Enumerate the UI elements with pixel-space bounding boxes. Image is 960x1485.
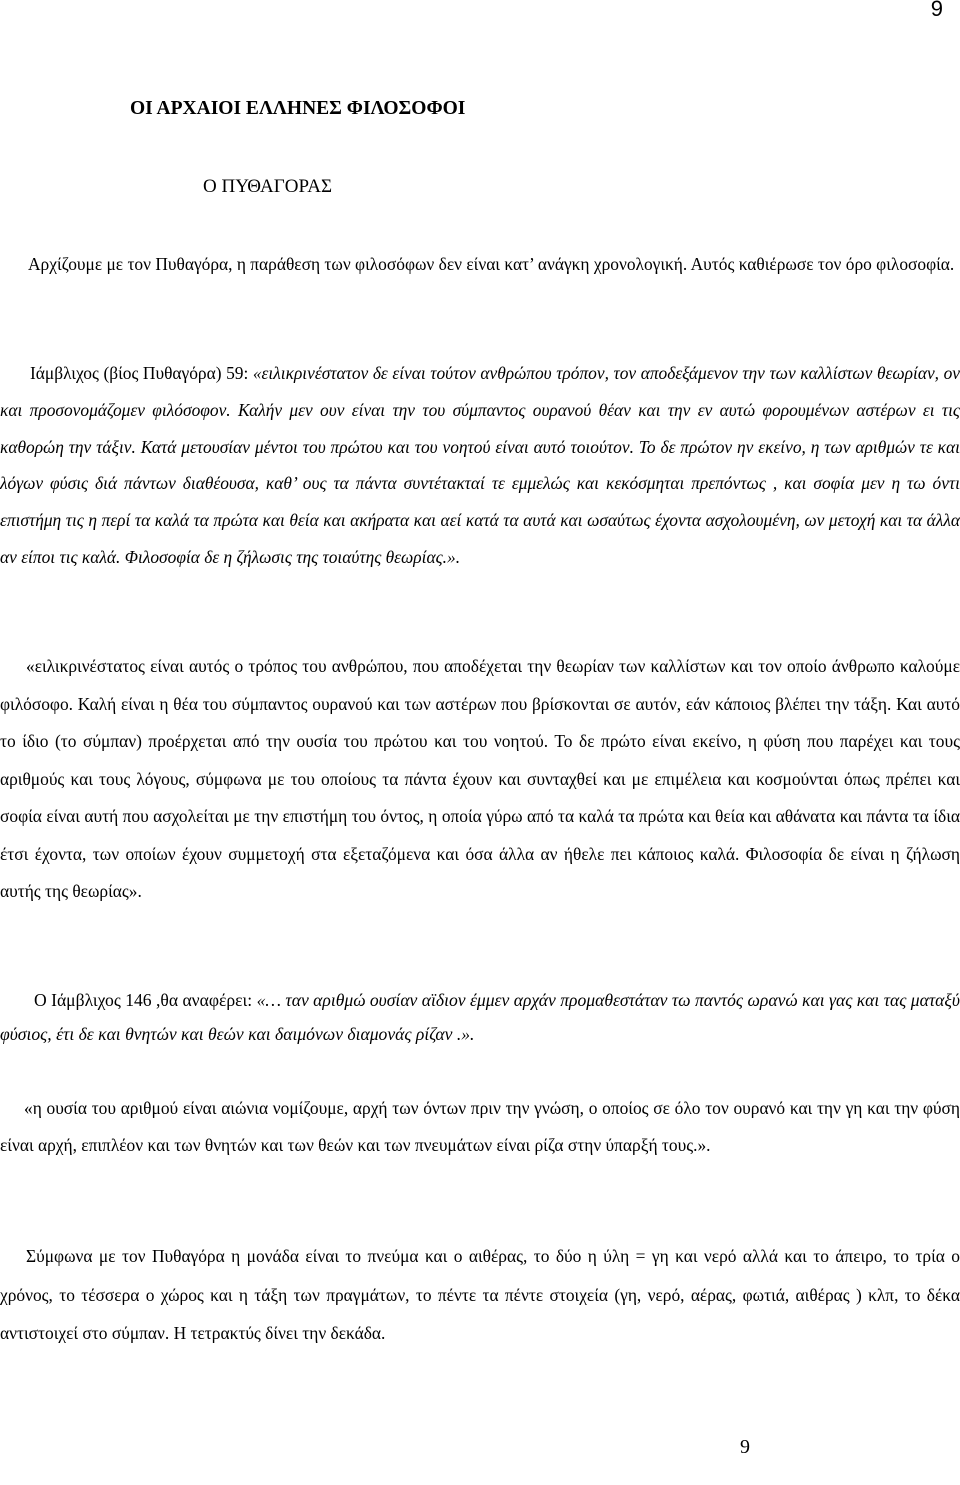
paragraph-intro: Αρχίζουμε με τον Πυθαγόρα, η παράθεση των φιλοσόφων δεν είναι κατ’ ανάγκη χρονολογική. Αυτός καθιέρωσε τον όρο φιλοσοφία. — [28, 254, 955, 274]
page-number-bottom: 9 — [740, 1436, 750, 1458]
paragraph-lead: Ο Ιάμβλιχος 146 ,θα αναφέρει: — [34, 990, 257, 1010]
paragraph-lead: Ιάμβλιχος (βίος Πυθαγόρα) 59: — [30, 363, 253, 383]
paragraph-iamblichus-59 — [0, 355, 960, 576]
document-title: ΟΙ ΑΡΧΑΙΟΙ ΕΛΛΗΝΕΣ ΦΙΛΟΣΟΦΟΙ — [130, 98, 466, 119]
page-number-top: 9 — [930, 0, 943, 21]
paragraph-translation-2: «η ουσία του αριθμού είναι αιώνια νομίζουμε, αρχή των όντων πριν την γνώση, ο οποίος σε όλο τον ουρανό και την γη και την φύση είναι αρχή, επιπλέον και των θνητών και των θεών και των πνευμάτων είναι ρίζα στην ύπαρξή τους.». — [0, 1098, 960, 1155]
ancient-quote: «ειλικρινέστατον δε είναι τούτον ανθρώπου τρόπον, τον αποδεξάμενον την των καλλίστων θεωρίαν, ον και προσονομάζομεν φιλόσοφον. Καλήν μεν ουν είναι την του σύμπαντος ουρανού θέαν και την εν αυτώ φορουμένων αστέρων ει τις καθορώη την τάξιν. Κατά μετουσίαν μέντοι του πρώτου και του νοητού είναι αυτό τοιούτον. Το δε πρώτον ην εκείνο, η των αριθμών τε και λόγων φύσις διά πάντων διαθέουσα, καθ’ ους τα πάντα συντέτακταί τε εμμελώς και κεκόσμηται πρεπόντως , και σοφία μεν η τω όντι επιστήμη τις η περί τα καλά τα πρώτα και θεία και ακήρατα και αεί κατά τα αυτά και ωσαύτως έχοντα ασχολουμένη, ων μετοχή και τα άλλα αν είποι τις καλά. Φιλοσοφία δε η ζήλωσις της τοιαύτης θεωρίας.». — [0, 363, 960, 567]
paragraph-translation: «ειλικρινέστατος είναι αυτός ο τρόπος του ανθρώπου, που αποδέχεται την θεωρίαν των καλλίστων και τον οποίο άνθρωπο καλούμε φιλόσοφο. Καλή είναι η θέα του σύμπαντος ουρανού και των αστέρων που βρίσκονται σε αυτόν, εάν κάποιος βλέπει την τάξη. Και αυτό το ίδιο (το σύμπαν) προέρχεται από την ουσία του πρώτου και του νοητού. Το δε πρώτο είναι εκείνο, η φύση που παρέχει και τους αριθμούς και τους λόγους, σύμφωνα με του οποίους τα πάντα έχουν και συνταχθεί και με επιμέλεια και κοσμούνται όπως πρέπει και σοφία είναι αυτή που ασχολείται με την επιστήμη του όντος, η οποία γύρω από τα καλά τα πρώτα και θεία και αθάνατα και πάντα τα ίδια έτσι έχοντα, των οποίων έχουν συμμετοχή στα εξεταζόμενα και όσα άλλα αν ήθελε πει κάποιος καλά. Φιλοσοφία δε είναι η ζήλωση αυτής της θεωρίας». — [0, 656, 960, 901]
paragraph-iamblichus-146 — [0, 983, 960, 1051]
document-subtitle: Ο ΠΥΘΑΓΟΡΑΣ — [203, 176, 333, 197]
ancient-quote: «… ταν αριθμώ ουσίαν αϊδιον έμμεν αρχάν προμαθεστάταν τω παντός ωρανώ και γας και τας ματαξύ φύσιος, έτι δε και θνητών και θεών και δαιμόνων διαμονάς ρίζαν .». — [0, 990, 960, 1044]
paragraph-numbers: Σύμφωνα με τον Πυθαγόρα η μονάδα είναι το πνεύμα και ο αιθέρας, το δύο η ύλη = γη και νερό αλλά και το άπειρο, το τρία ο χρόνος, το τέσσερα ο χώρος και η τάξη των πραγμάτων, το πέντε τα πέντε στοιχεία (γη, νερό, αέρας, φωτιά, αιθέρας ) κλπ, το δέκα αντιστοιχεί στο σύμπαν. Η τετρακτύς δίνει την δεκάδα. — [0, 1246, 960, 1343]
